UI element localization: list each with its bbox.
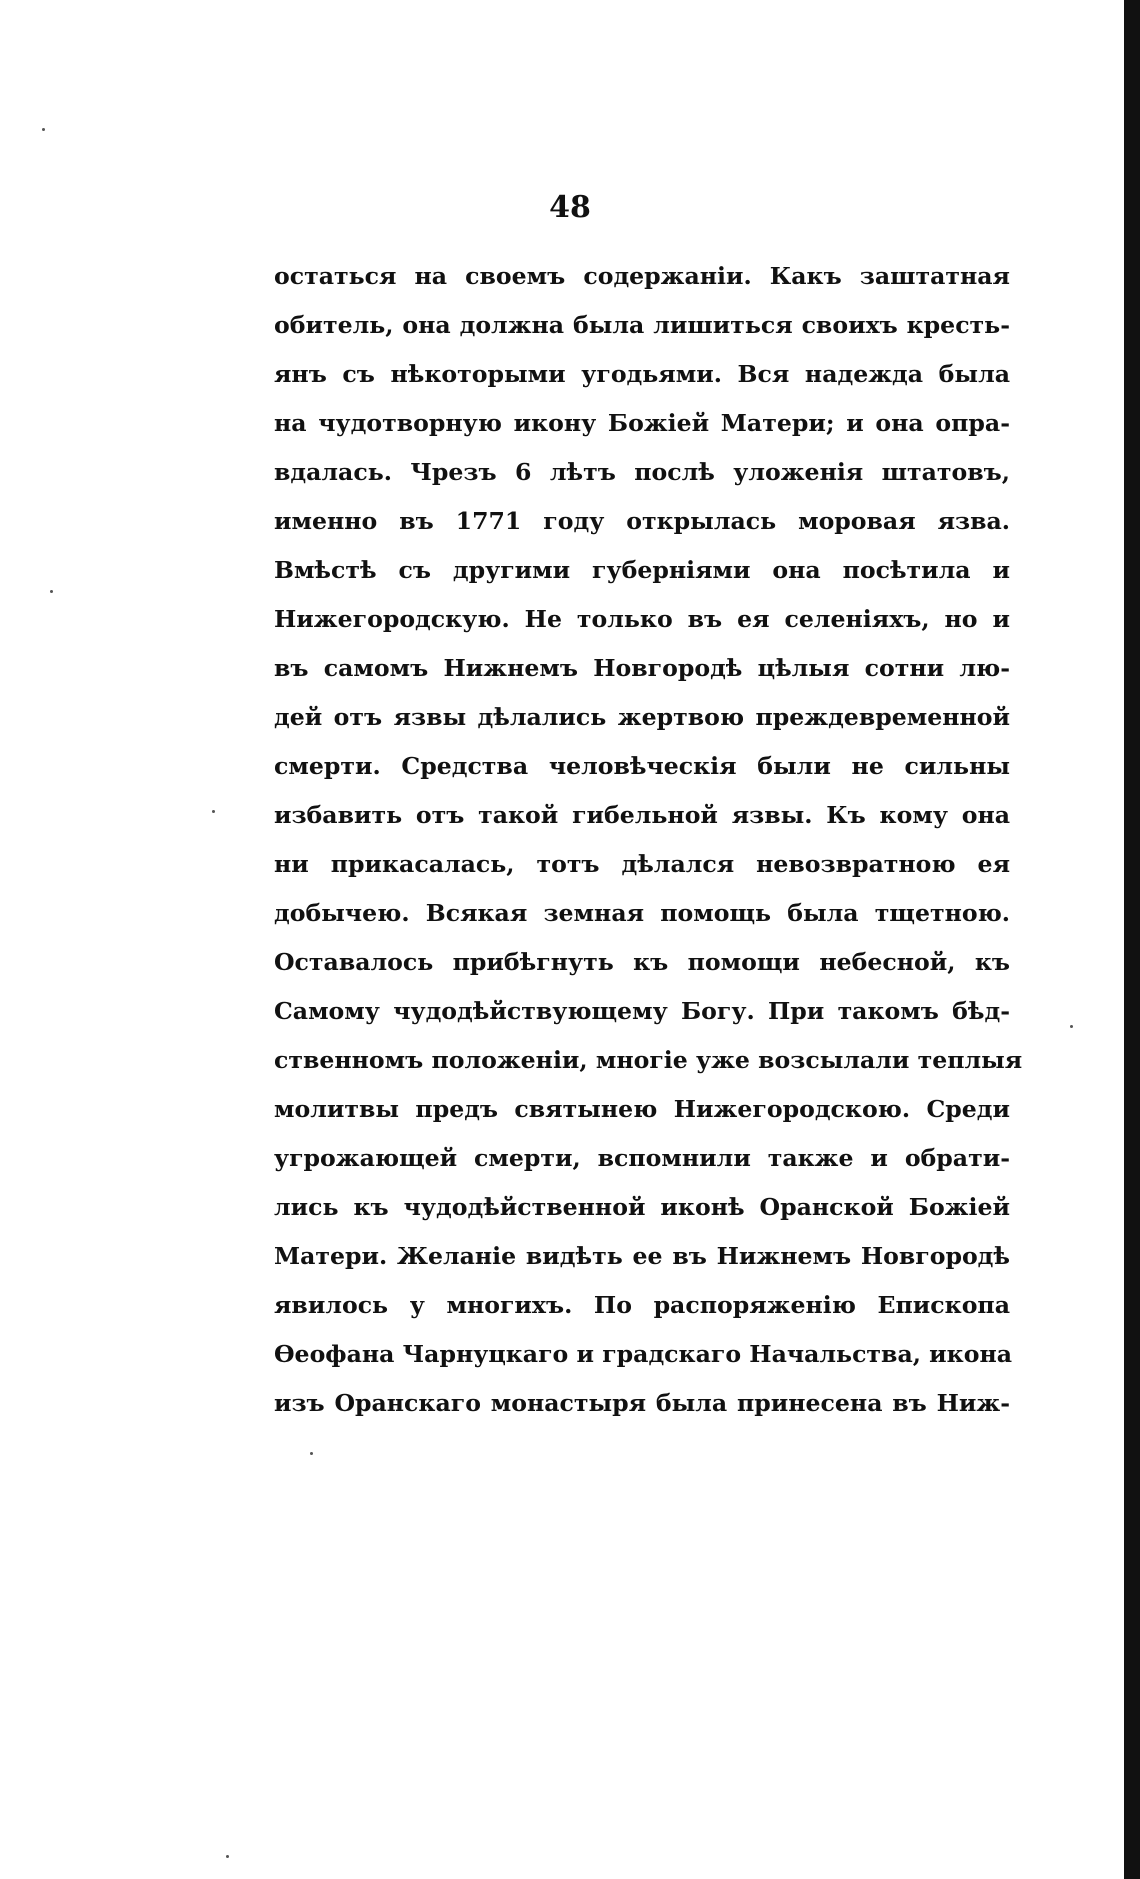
- text-line: ственномъ положеніи, многіе уже возсылали теплыя: [274, 1046, 1023, 1074]
- scan-speck: [50, 590, 53, 593]
- text-line: Нижегородскую. Не только въ ея селеніяхъ, но и: [274, 605, 1010, 633]
- text-line: дей отъ язвы дѣлались жертвою преждевременной: [274, 703, 1010, 731]
- page-spine-edge: [1124, 0, 1140, 1879]
- text-line: изъ Оранскаго монастыря была принесена въ Ниж-: [274, 1389, 1010, 1417]
- scan-speck: [226, 1855, 229, 1858]
- text-line: Ѳеофана Чарнуцкаго и градскаго Начальства, икона: [274, 1340, 1012, 1368]
- scan-speck: [42, 128, 45, 131]
- text-line: именно въ 1771 году открылась моровая язва.: [274, 507, 1010, 535]
- scan-speck: [212, 810, 215, 813]
- text-line: лись къ чудодѣйственной иконѣ Оранской Божіей: [274, 1193, 1010, 1221]
- page-number: 48: [549, 190, 591, 225]
- text-line: добычею. Всякая земная помощь была тщетною.: [274, 899, 1010, 927]
- text-line: обитель, она должна была лишиться своихъ кресть-: [274, 311, 1010, 339]
- text-line: угрожающей смерти, вспомнили также и обрати-: [274, 1144, 1010, 1172]
- text-line: въ самомъ Нижнемъ Новгородѣ цѣлыя сотни лю-: [274, 654, 1010, 682]
- text-line: Оставалось прибѣгнуть къ помощи небесной, къ: [274, 948, 1010, 976]
- text-line: молитвы предъ святынею Нижегородскою. Среди: [274, 1095, 1010, 1123]
- text-line: Самому чудодѣйствующему Богу. При такомъ бѣд-: [274, 997, 1010, 1025]
- text-line: Вмѣстѣ съ другими губерніями она посѣтила и: [274, 556, 1010, 584]
- text-line: Матери. Желаніе видѣть ее въ Нижнемъ Новгородѣ: [274, 1242, 1010, 1270]
- text-line: избавить отъ такой гибельной язвы. Къ кому она: [274, 801, 1010, 829]
- text-line: явилось у многихъ. По распоряженію Епископа: [274, 1291, 1010, 1319]
- text-line: вдалась. Чрезъ 6 лѣтъ послѣ уложенія штатовъ,: [274, 458, 1010, 486]
- text-line: остаться на своемъ содержаніи. Какъ заштатная: [274, 262, 1010, 290]
- scan-speck: [1070, 1025, 1073, 1028]
- text-line: смерти. Средства человѣческія были не сильны: [274, 752, 1010, 780]
- scan-speck: [310, 1452, 313, 1455]
- text-line: янъ съ нѣкоторыми угодьями. Вся надежда была: [274, 360, 1010, 388]
- body-text: [274, 252, 1023, 1428]
- text-line: ни прикасалась, тотъ дѣлался невозвратною ея: [274, 850, 1010, 878]
- text-line: на чудотворную икону Божіей Матери; и она опра-: [274, 409, 1010, 437]
